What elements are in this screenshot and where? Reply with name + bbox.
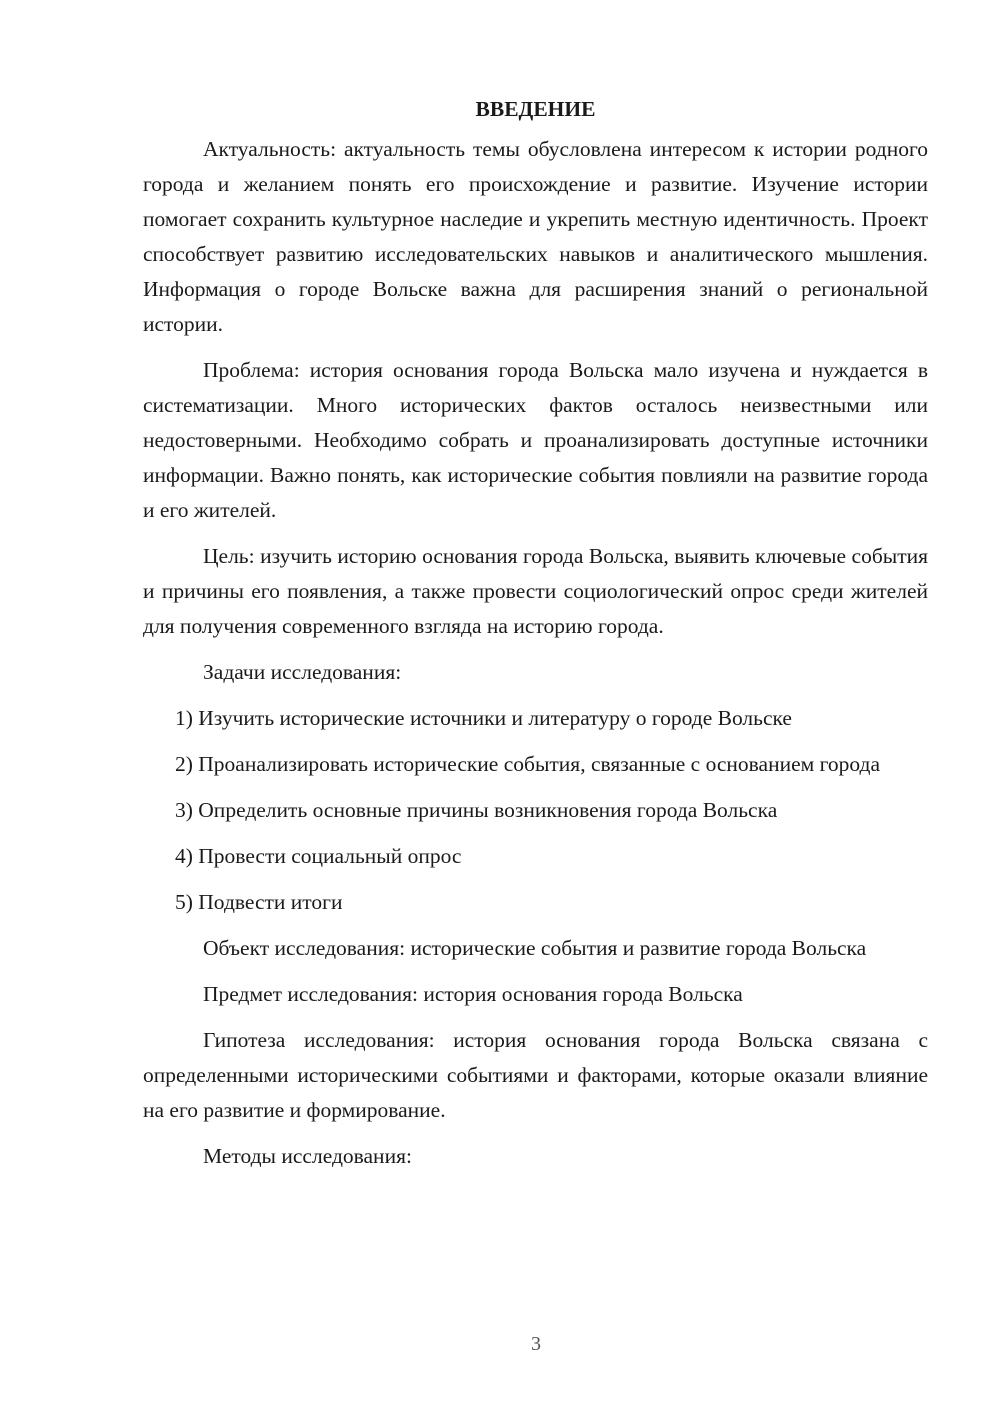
task-item-4: 4) Провести социальный опрос (175, 844, 462, 868)
task-item-3: 3) Определить основные причины возникновения города Вольска (175, 798, 778, 822)
hypothesis-paragraph: Гипотеза исследования: история основания города Вольска связана с определенными историческими событиями и факторами, которые оказали влияние на его развитие и формирование. (143, 1028, 928, 1122)
task-item-5: 5) Подвести итоги (175, 890, 343, 914)
subject-paragraph: Предмет исследования: история основания города Вольска (203, 982, 743, 1006)
methods-heading: Методы исследования: (203, 1144, 412, 1168)
page-number: 3 (531, 1333, 541, 1355)
document-page (143, 92, 928, 1185)
task-item-1: 1) Изучить исторические источники и литературу о городе Вольске (175, 706, 792, 730)
task-item-2: 2) Проанализировать исторические события, связанные с основанием города (175, 752, 880, 776)
object-paragraph: Объект исследования: исторические события и развитие города Вольска (203, 936, 867, 960)
problem-paragraph: Проблема: история основания города Вольска мало изучена и нуждается в систематизации. Много исторических фактов осталось неизвестными или недостоверными. Необходимо собрать и проанализировать доступные источники информации. Важно понять, как исторические события повлияли на развитие города и его жителей. (143, 358, 928, 522)
relevance-paragraph: Актуальность: актуальность темы обусловлена интересом к истории родного города и желанием понять его происхождение и развитие. Изучение истории помогает сохранить культурное наследие и укрепить местную идентичность. Проект способствует развитию исследовательских навыков и аналитического мышления. Информация о городе Вольске важна для расширения знаний о региональной истории. (143, 137, 928, 336)
section-title: ВВЕДЕНИЕ (475, 97, 596, 121)
goal-paragraph: Цель: изучить историю основания города Вольска, выявить ключевые события и причины его появления, а также провести социологический опрос среди жителей для получения современного взгляда на историю города. (143, 544, 928, 638)
tasks-heading: Задачи исследования: (203, 660, 402, 684)
